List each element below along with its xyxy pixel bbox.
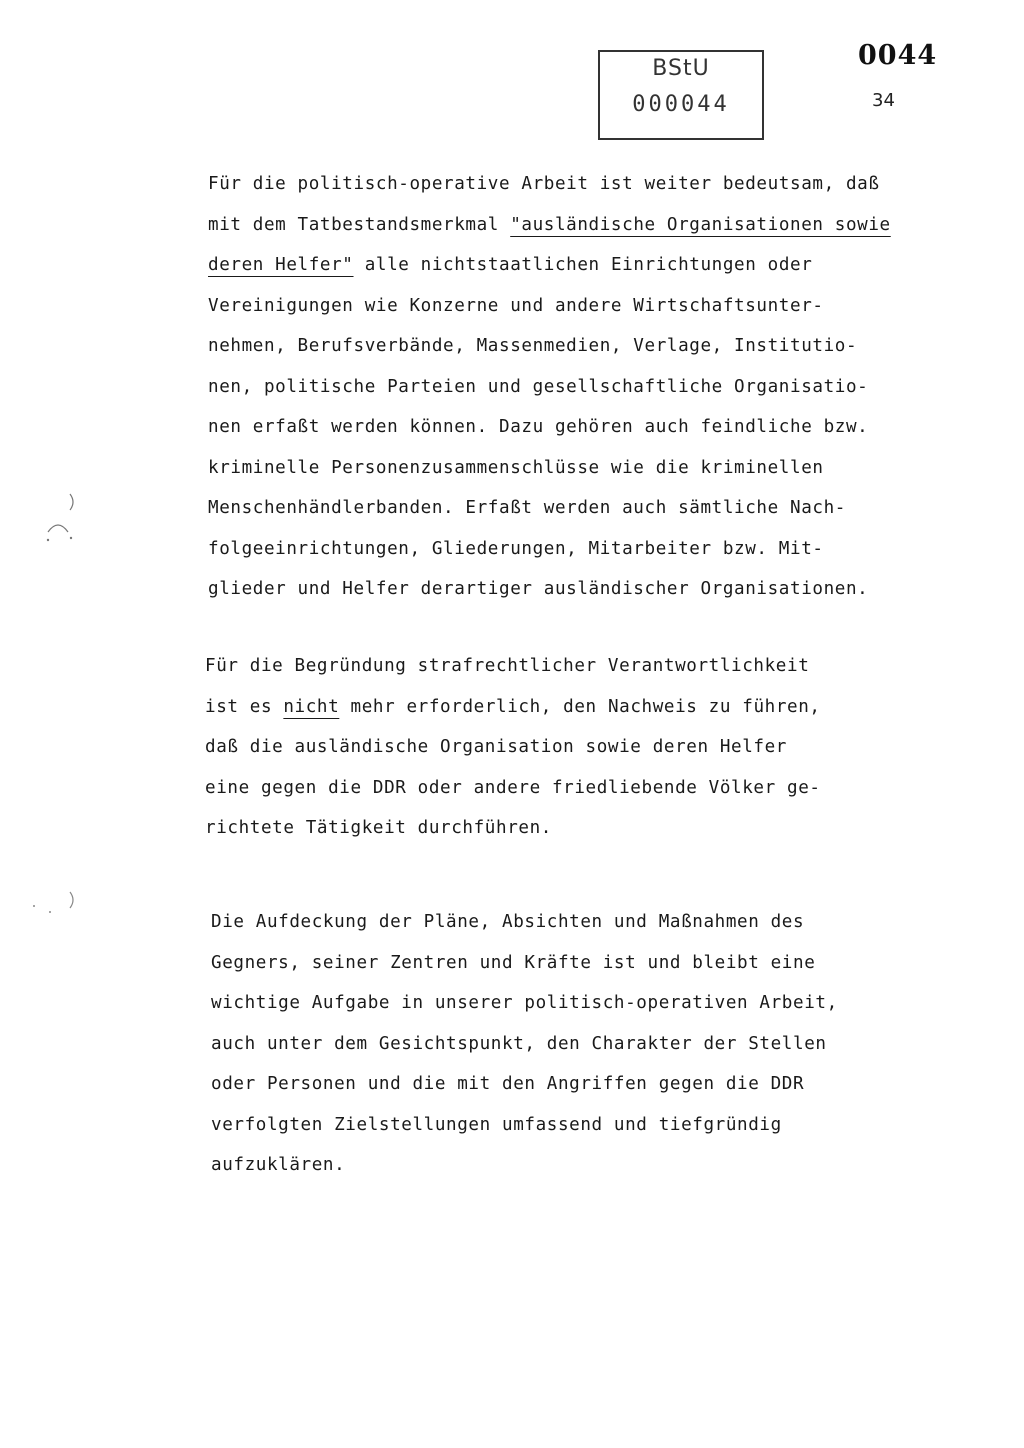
paragraph-2 (205, 646, 821, 849)
text-line: aufzuklären. (211, 1155, 346, 1175)
text-line: eine gegen die DDR oder andere friedliebende Völker ge- (205, 777, 821, 798)
underlined-term: "ausländische Organisationen sowie (510, 214, 891, 235)
text-line: Für die Begründung strafrechtlicher Verantwortlichkeit (205, 656, 810, 676)
text-line: Die Aufdeckung der Pläne, Absichten und Maßnahmen des (211, 912, 805, 932)
stamp-agency: BStU (652, 56, 710, 81)
text-line: mit dem Tatbestandsmerkmal "ausländische Organisationen sowie (208, 214, 891, 235)
text-line: deren Helfer" alle nichtstaatlichen Einrichtungen oder (208, 255, 813, 275)
punch-hole-mark (40, 488, 80, 548)
text-line: auch unter dem Gesichtspunkt, den Charakter der Stellen (211, 1033, 827, 1054)
folio-number: 0044 (858, 40, 938, 71)
text-line: ist es nicht mehr erforderlich, den Nachweis zu führen, (205, 696, 821, 717)
text-line: nen erfaßt werden können. Dazu gehören auch feindliche bzw. (208, 417, 869, 437)
text-line: Für die politisch-operative Arbeit ist weiter bedeutsam, daß (208, 174, 880, 194)
text-line: kriminelle Personenzusammenschlüsse wie die kriminellen (208, 457, 824, 478)
text-line: wichtige Aufgabe in unserer politisch-operativen Arbeit, (211, 993, 838, 1013)
text-line: folgeeinrichtungen, Gliederungen, Mitarbeiter bzw. Mit- (208, 538, 824, 559)
text-line: richtete Tätigkeit durchführen. (205, 818, 552, 838)
text-line: Vereinigungen wie Konzerne und andere Wirtschaftsunter- (208, 295, 824, 316)
text-line: nehmen, Berufsverbände, Massenmedien, Verlage, Institutio- (208, 336, 858, 356)
text-line: Gegners, seiner Zentren und Kräfte ist und bleibt eine (211, 952, 816, 973)
punch-hole-mark (28, 886, 80, 926)
text-line: nen, politische Parteien und gesellschaftliche Organisatio- (208, 376, 869, 397)
archive-stamp (598, 50, 764, 140)
text-line: glieder und Helfer derartiger ausländischer Organisationen. (208, 579, 869, 599)
underlined-word: nicht (283, 696, 340, 717)
paragraph-1 (208, 164, 891, 610)
text-line: Menschenhändlerbanden. Erfaßt werden auch sämtliche Nach- (208, 498, 846, 518)
stamp-number: 000044 (632, 92, 730, 117)
underlined-term: deren Helfer" (208, 255, 354, 275)
text-line: verfolgten Zielstellungen umfassend und tiefgründig (211, 1114, 782, 1135)
page-number: 34 (872, 90, 895, 111)
paragraph-3 (211, 902, 838, 1186)
text-line: oder Personen und die mit den Angriffen gegen die DDR (211, 1074, 805, 1094)
text-line: daß die ausländische Organisation sowie deren Helfer (205, 737, 788, 757)
